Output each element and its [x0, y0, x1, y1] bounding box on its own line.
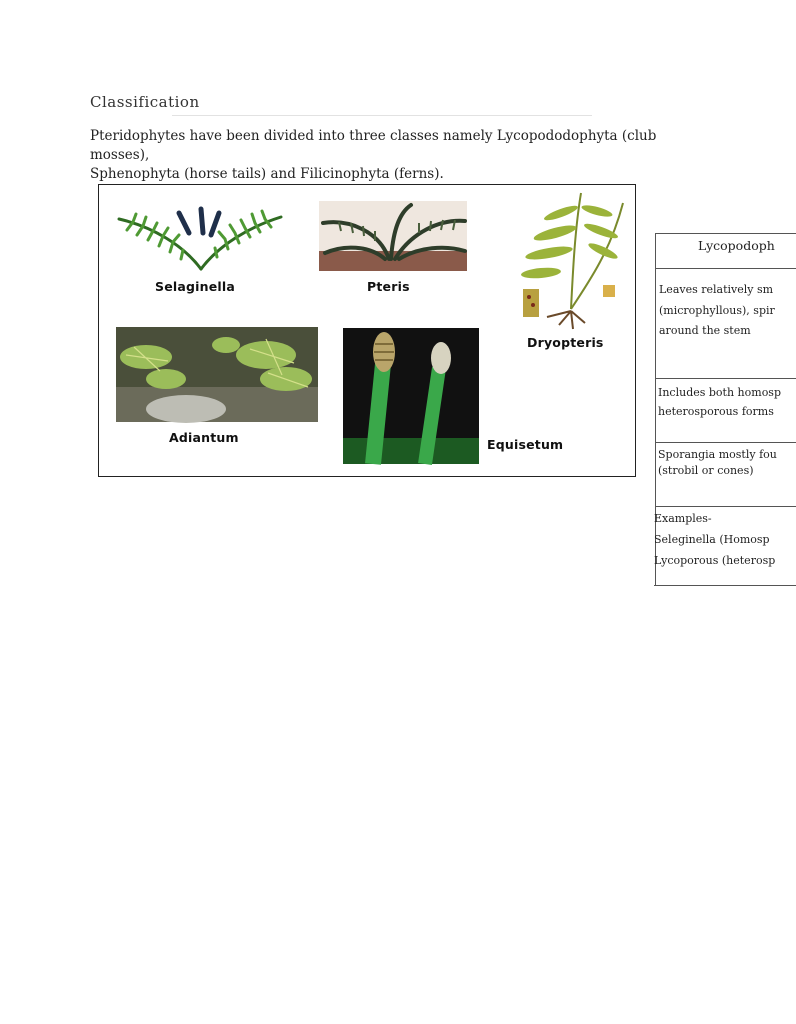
- pteris-label: Pteris: [367, 279, 410, 294]
- table-cell-line: (microphyllous), spir: [659, 303, 775, 317]
- table-cell-line: (strobil or cones): [658, 464, 754, 477]
- dryopteris-label: Dryopteris: [527, 335, 604, 350]
- table-cell-line: around the stem: [659, 324, 751, 337]
- section-heading: Classification: [90, 93, 200, 111]
- adiantum-image: [116, 327, 318, 422]
- selaginella-image: [113, 205, 285, 271]
- table-cell-line: Leaves relatively sm: [659, 283, 774, 296]
- table-row: [654, 507, 796, 586]
- table-cell-line: Includes both homosp: [658, 386, 781, 399]
- table-cell-line: Seleginella (Homosp: [654, 533, 770, 546]
- heading-divider: [172, 115, 592, 116]
- table-header-lycopodophyta: Lycopodoph: [656, 234, 796, 269]
- table-row: [656, 379, 796, 443]
- dryopteris-image: [511, 189, 633, 331]
- intro-paragraph: [90, 127, 660, 184]
- table-cell-line: heterosporous forms: [658, 405, 774, 418]
- table-cell-line: Lycoporous (heterosp: [654, 554, 776, 567]
- adiantum-label: Adiantum: [169, 430, 239, 445]
- selaginella-label: Selaginella: [155, 279, 236, 294]
- equisetum-image: [343, 328, 479, 464]
- pteridophyte-figure: [98, 184, 636, 477]
- intro-line-1: Pteridophytes have been divided into three classes namely Lycopododophyta (club mosses),: [90, 128, 657, 163]
- table-cell-line: Examples-: [654, 512, 712, 525]
- classes-table: [655, 233, 796, 586]
- equisetum-label: Equisetum: [487, 437, 564, 452]
- table-row: [656, 443, 796, 507]
- intro-line-2: Sphenophyta (horse tails) and Filicinophyta (ferns).: [90, 166, 444, 182]
- pteris-image: [319, 201, 467, 271]
- table-row: [656, 269, 796, 379]
- table-cell-line: Sporangia mostly fou: [658, 448, 777, 461]
